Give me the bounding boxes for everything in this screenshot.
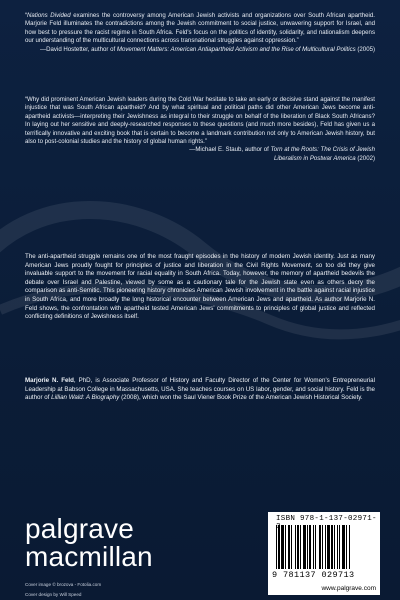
author-name: Marjorie N. Feld bbox=[25, 377, 74, 384]
barcode-digits: 9 781137 029713 bbox=[272, 570, 355, 580]
cover-design-credit: Cover design by Will Speed bbox=[25, 592, 82, 597]
barcode-panel bbox=[268, 512, 380, 594]
cover-image-credit: Cover image © brozova - Fotolia.com bbox=[25, 582, 102, 587]
publisher-url: www.palgrave.com bbox=[268, 583, 380, 595]
review-blurb-2 bbox=[25, 96, 375, 163]
isbn-label: ISBN 978-1-137-02971- bbox=[276, 515, 377, 523]
publisher-logo: palgrave macmillan bbox=[25, 513, 153, 572]
book-description: The anti-apartheid struggle remains one of the most fraught episodes in the history of modern Jewish identity. Just as many American Jews proudly fought for principles of justice and liberation in the Civil Rights Movement, so too did they give invaluable support to the movement for racial equality in South Africa. Today, however, the memory of apartheid bedevils the debate over Israel and Palestine, viewed by some as a cautionary tale for the Jewish state even as others decry the comparison as anti-Semitic. This pioneering history chronicles American Jewish involvement in the battle against racial injustice in South Africa, and more broadly the long historical encounter between American Jews and apartheid. As author Marjorie N. Feld shows, the confrontation with apartheid tested American Jews' commitments to principles of global justice and reflected conflicting definitions of Jewishness itself. bbox=[25, 253, 375, 321]
review-text: “Why did prominent American Jewish leaders during the Cold War hesitate to take an early or decisive stand against the manifest injustice that was South African apartheid? And by what spiritual and political paths did other American Jews become anti-apartheid activists—interpreting their Jewishness as integral to their struggle on behalf of the liberation of Black South Africans? In laying out her sensitive and deeply-researched responses to these questions (and much more besides), Feld has given us a terrifically innovative and exciting book that is certain to become a landmark contribution not only to American Jewish history, but also to post-colonial studies and the history of global human rights.” bbox=[25, 96, 375, 146]
review-blurb-1 bbox=[25, 12, 375, 54]
review-book-title: Nations Divided bbox=[27, 12, 71, 19]
barcode-icon bbox=[276, 525, 372, 569]
review-attribution: —Michael E. Staub, author of Torn at the Roots: The Crisis of Jewish Liberalism in Postwar America (2002) bbox=[189, 146, 375, 162]
review-text: “Nations Divided examines the controversy among American Jewish activists and organizations over South African apartheid. Marjorie Feld illuminates the contradictions among the Jewish commitment to social justice, unwavering support for Israel, and how best to pressure the racist regime in South Africa. Feld's focus on the politics of identity, solidarity, and nationalism deepens our understanding of the multicultural connections across transnational struggles against oppression.” bbox=[25, 12, 375, 45]
review-attribution: —David Hostetter, author of Movement Matters: American Antiapartheid Activism and the Rise of Multicultural Politics (2005) bbox=[40, 45, 375, 53]
author-bio: Marjorie N. Feld, PhD, is Associate Professor of History and Faculty Director of the Center for Women's Entrepreneurial Leadership at Babson College in Massachusetts, USA. She teaches courses on US labor, gender, and social history. Feld is the author of Lillian Wald: A Biography (2008), which won the Saul Viener Book Prize of the American Jewish Historical Society. bbox=[25, 377, 376, 402]
